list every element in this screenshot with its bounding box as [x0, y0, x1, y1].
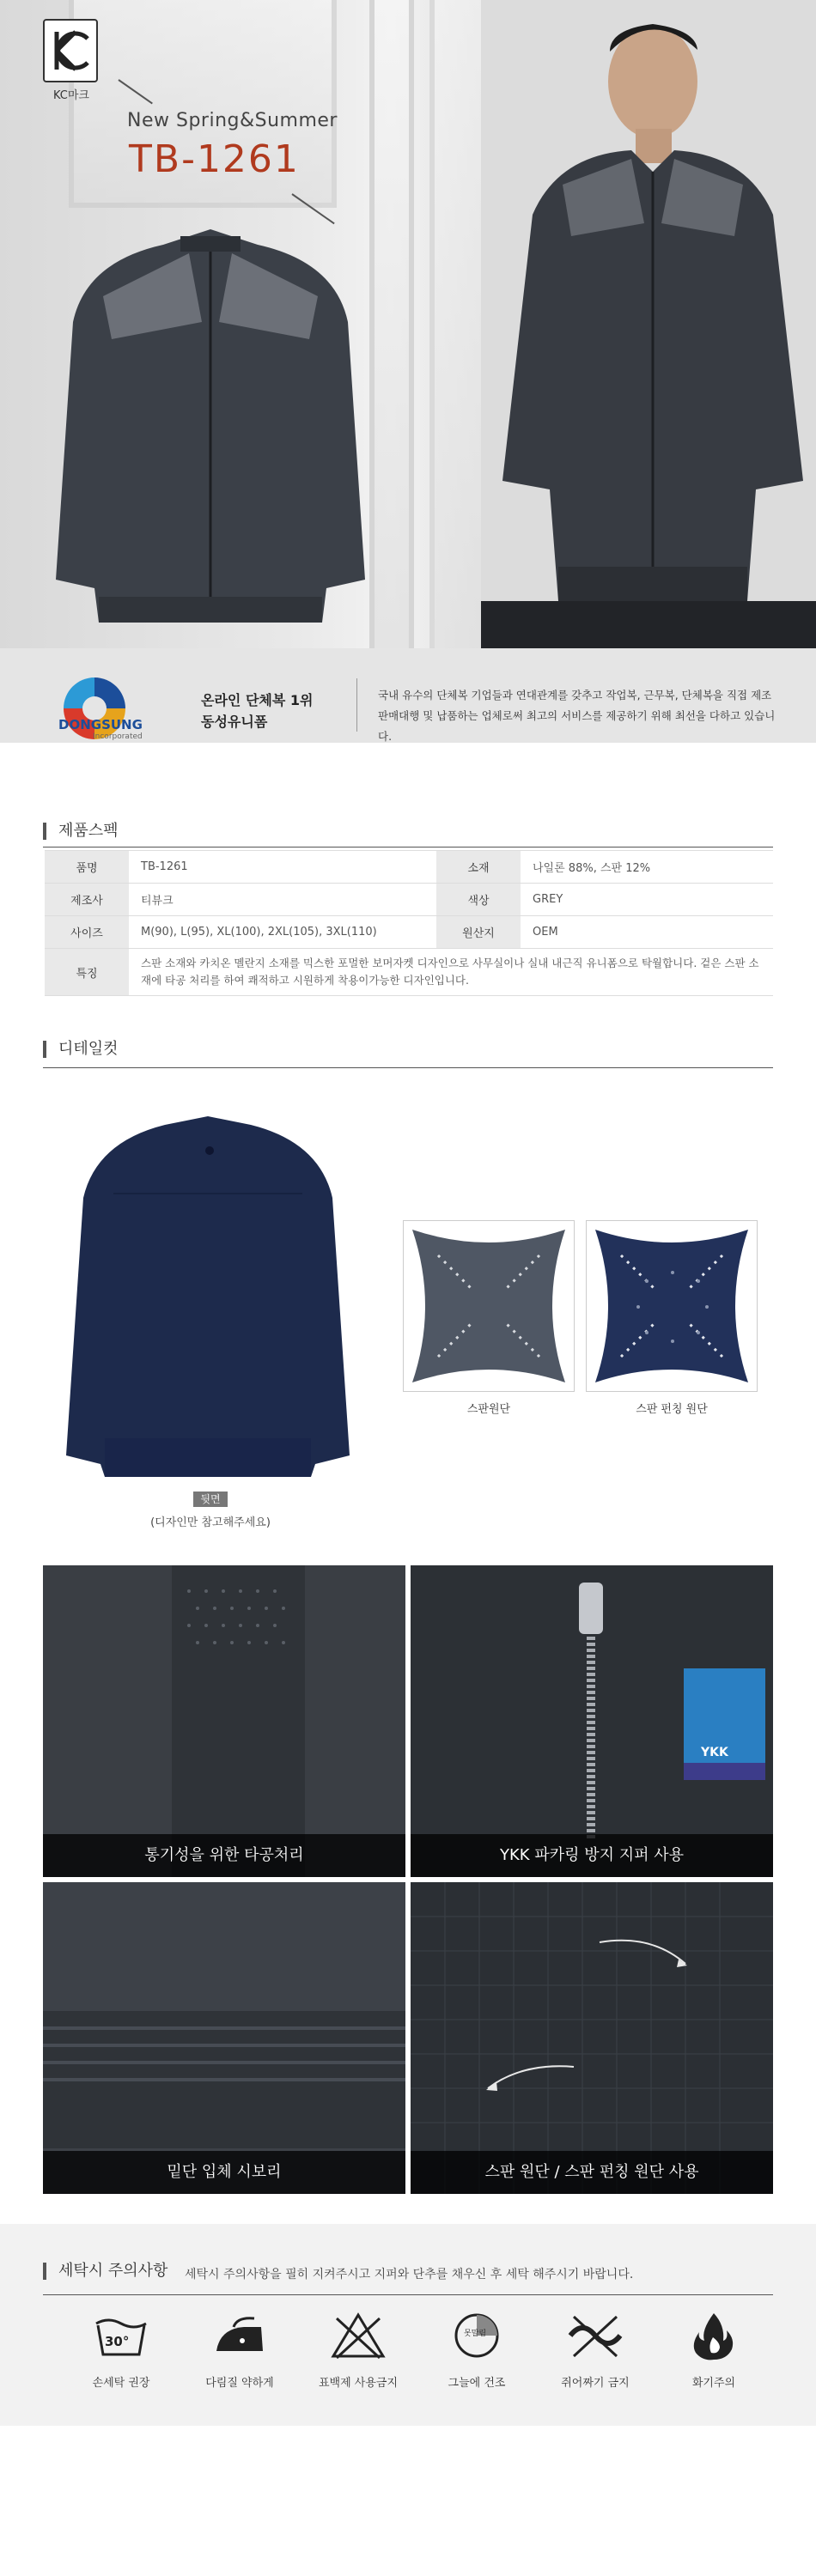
collection-subtitle: New Spring&Summer	[127, 110, 338, 131]
logo-text: DONGSUNG	[58, 717, 143, 732]
spec-key: 사이즈	[45, 916, 129, 949]
care-heading: 세탁시 주의사항	[43, 2263, 167, 2280]
ykk-label: YKK	[701, 1746, 728, 1759]
spec-value: 티뷰크	[129, 884, 436, 916]
model-photo	[481, 0, 816, 648]
photo-fabric	[411, 1882, 773, 2194]
table-row	[45, 884, 773, 916]
divider	[43, 1067, 773, 1068]
care-label: 손세탁 권장	[92, 2377, 150, 2390]
table-row	[45, 851, 773, 884]
no-wring-icon	[565, 2310, 625, 2361]
flame-icon	[684, 2310, 744, 2361]
table-row	[45, 949, 773, 996]
spec-key: 특징	[45, 949, 129, 996]
company-title	[201, 690, 313, 732]
spec-key: 소재	[436, 851, 521, 884]
care-item-no-bleach	[311, 2310, 405, 2390]
temp-label: 30°	[105, 2334, 130, 2349]
swatch-spandex	[403, 1220, 575, 1392]
swatch-caption: 스판원단	[466, 1403, 511, 1416]
swatch-caption: 스판 펀칭 원단	[636, 1403, 708, 1416]
photo-caption: 통기성을 위한 타공처리	[43, 1834, 405, 1877]
care-label: 화기주의	[691, 2377, 736, 2390]
table-row	[45, 916, 773, 949]
back-view-badge: 뒷면	[193, 1492, 228, 1507]
spec-key: 색상	[436, 884, 521, 916]
care-item-shade-dry	[429, 2310, 524, 2390]
detail-heading: 디테일컷	[43, 1041, 119, 1058]
model-number: TB-1261	[129, 137, 300, 181]
photo-perforation	[43, 1565, 405, 1877]
company-title-line2: 동성유니폼	[201, 714, 268, 730]
kc-mark-label: KC마크	[52, 89, 89, 102]
divider	[43, 847, 773, 848]
spec-value: TB-1261	[129, 851, 436, 884]
divider	[356, 678, 357, 732]
spec-table	[45, 850, 773, 996]
care-label: 다림질 약하게	[205, 2377, 274, 2390]
spec-value: M(90), L(95), XL(100), 2XL(105), 3XL(110)	[129, 916, 436, 949]
care-item-iron	[192, 2310, 287, 2390]
back-view-note: (디자인만 참고해주세요)	[150, 1516, 271, 1529]
jacket-front-image	[52, 219, 369, 631]
iron-icon	[210, 2310, 270, 2361]
photo-ykk-zipper	[411, 1565, 773, 1877]
no-bleach-icon	[328, 2310, 388, 2361]
shade-label: 못말림	[464, 2330, 487, 2338]
spec-value: GREY	[521, 884, 773, 916]
photo-caption: 밑단 입체 시보리	[43, 2151, 405, 2194]
spec-value: 나일론 88%, 스판 12%	[521, 851, 773, 884]
kc-mark-logo	[43, 19, 98, 82]
care-label: 표백제 사용금지	[318, 2377, 399, 2390]
spec-value: OEM	[521, 916, 773, 949]
care-item-fire-caution	[667, 2310, 761, 2390]
photo-caption: YKK 파카링 방지 지퍼 사용	[411, 1834, 773, 1877]
photo-caption: 스판 원단 / 스판 펀칭 원단 사용	[411, 2151, 773, 2194]
spec-key: 제조사	[45, 884, 129, 916]
care-label: 쥐어짜기 금지	[561, 2377, 630, 2390]
spec-heading: 제품스펙	[43, 823, 119, 840]
hero-banner	[0, 0, 816, 648]
logo-subtext: Incorporated	[93, 732, 143, 741]
jacket-back-image	[62, 1112, 354, 1490]
divider	[43, 2294, 773, 2295]
care-item-handwash	[74, 2310, 168, 2390]
care-item-no-wring	[548, 2310, 642, 2390]
swatch-spandex-punching	[586, 1220, 758, 1392]
company-description: 국내 유수의 단체복 기업들과 연대관계를 갖추고 작업복, 근무복, 단체복을 직접 제조 판매대행 및 납품하는 업체로써 최고의 서비스를 제공하기 위해 최선을 다하고 있습니다.	[378, 689, 776, 743]
care-description: 세탁시 주의사항을 필히 지켜주시고 지퍼와 단추를 채우신 후 세탁 해주시기 바랍니다.	[185, 2268, 634, 2281]
photo-rib-hem	[43, 1882, 405, 2194]
care-label: 그늘에 건조	[448, 2377, 506, 2390]
company-title-line1: 온라인 단체복 1위	[201, 692, 314, 708]
spec-key: 품명	[45, 851, 129, 884]
spec-feature: 스판 소재와 카치온 멜란지 소재를 믹스한 포멀한 보머자켓 디자인으로 사무실이나 실내 내근직 유니폼으로 탁월합니다. 겉은 스판 소재에 타공 처리를 하여 쾌적하고 시원하게 착용이가능한 디자인입니다.	[129, 949, 773, 996]
spec-key: 원산지	[436, 916, 521, 949]
